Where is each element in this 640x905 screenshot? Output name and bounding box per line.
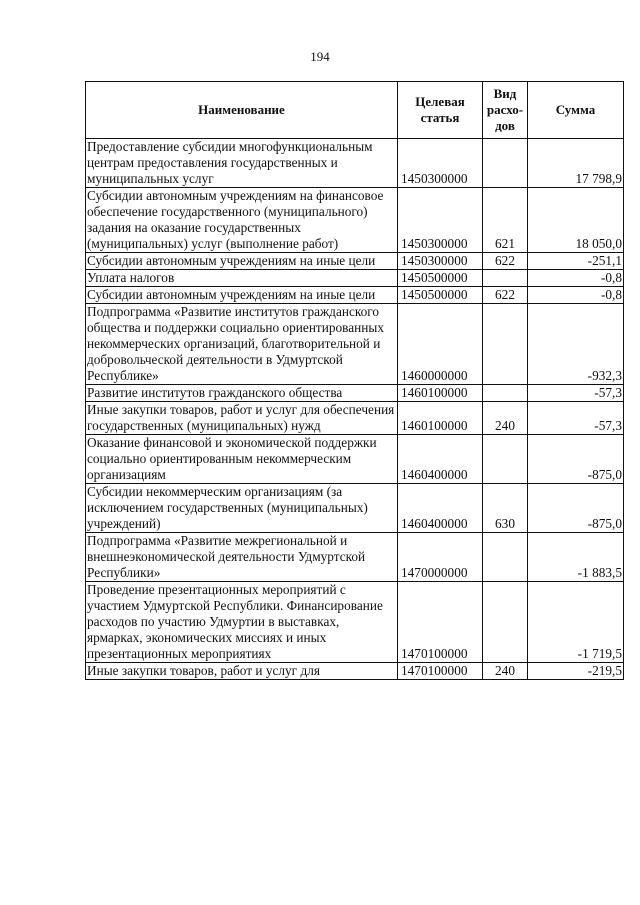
row-name-cell: Субсидии автономным учреждениям на иные цели xyxy=(86,287,398,304)
table-row xyxy=(86,253,624,270)
row-target-article-cell: 1460400000 xyxy=(398,435,483,484)
row-target-article-cell: 1460100000 xyxy=(398,385,483,402)
row-sum-cell: -219,5 xyxy=(528,663,624,680)
row-target-article-cell: 1470000000 xyxy=(398,533,483,582)
row-name-cell: Оказание финансовой и экономической поддержки социально ориентированным некоммерческим организациям xyxy=(86,435,398,484)
row-expense-type-cell xyxy=(483,582,528,663)
row-expense-type-cell xyxy=(483,139,528,188)
row-target-article-cell: 1450500000 xyxy=(398,270,483,287)
row-name-cell: Предоставление субсидии многофункциональным центрам предоставления государственных и муниципальных услуг xyxy=(86,139,398,188)
row-expense-type-cell: 621 xyxy=(483,188,528,253)
row-name-cell: Иные закупки товаров, работ и услуг для xyxy=(86,663,398,680)
row-sum-cell: 17 798,9 xyxy=(528,139,624,188)
row-name-cell: Проведение презентационных мероприятий с участием Удмуртской Республики. Финансирование расходов по участию Удмуртии в выставках, ярмарках, экономических миссиях и иных презентационных мероприятиях xyxy=(86,582,398,663)
row-sum-cell: -57,3 xyxy=(528,385,624,402)
budget-table xyxy=(85,81,624,680)
row-name-cell: Иные закупки товаров, работ и услуг для обеспечения государственных (муниципальных) нужд xyxy=(86,402,398,435)
row-expense-type-cell xyxy=(483,533,528,582)
row-sum-cell: 18 050,0 xyxy=(528,188,624,253)
row-sum-cell: -1 883,5 xyxy=(528,533,624,582)
table-row xyxy=(86,484,624,533)
row-name-cell: Субсидии автономным учреждениям на финансовое обеспечение государственного (муниципального) задания на оказание государственных (муниципальных) услуг (выполнение работ) xyxy=(86,188,398,253)
row-name-cell: Уплата налогов xyxy=(86,270,398,287)
table-row xyxy=(86,385,624,402)
table-row xyxy=(86,304,624,385)
row-name-cell: Развитие институтов гражданского общества xyxy=(86,385,398,402)
table-row xyxy=(86,270,624,287)
table-row xyxy=(86,435,624,484)
row-name-cell: Субсидии автономным учреждениям на иные цели xyxy=(86,253,398,270)
table-header-row xyxy=(86,82,624,139)
row-expense-type-cell xyxy=(483,270,528,287)
table-row xyxy=(86,287,624,304)
table-row xyxy=(86,139,624,188)
row-target-article-cell: 1450300000 xyxy=(398,188,483,253)
row-expense-type-cell: 630 xyxy=(483,484,528,533)
row-expense-type-cell xyxy=(483,304,528,385)
row-target-article-cell: 1450300000 xyxy=(398,253,483,270)
row-expense-type-cell: 240 xyxy=(483,402,528,435)
row-sum-cell: -932,3 xyxy=(528,304,624,385)
row-expense-type-cell: 622 xyxy=(483,287,528,304)
header-name: Наименование xyxy=(86,82,398,139)
row-expense-type-cell: 240 xyxy=(483,663,528,680)
row-name-cell: Подпрограмма «Развитие межрегиональной и внешнеэкономической деятельности Удмуртской Республики» xyxy=(86,533,398,582)
row-expense-type-cell xyxy=(483,435,528,484)
row-target-article-cell: 1460000000 xyxy=(398,304,483,385)
table-row xyxy=(86,188,624,253)
row-sum-cell: -251,1 xyxy=(528,253,624,270)
header-sum: Сумма xyxy=(528,82,624,139)
row-name-cell: Субсидии некоммерческим организациям (за исключением государственных (муниципальных) учреждений) xyxy=(86,484,398,533)
row-target-article-cell: 1470100000 xyxy=(398,582,483,663)
row-target-article-cell: 1470100000 xyxy=(398,663,483,680)
row-target-article-cell: 1460100000 xyxy=(398,402,483,435)
header-expense-type: Вид расхо-дов xyxy=(483,82,528,139)
row-expense-type-cell xyxy=(483,385,528,402)
row-sum-cell: -57,3 xyxy=(528,402,624,435)
table-body xyxy=(86,139,624,680)
row-target-article-cell: 1450300000 xyxy=(398,139,483,188)
table-row xyxy=(86,663,624,680)
table-row xyxy=(86,402,624,435)
table-row xyxy=(86,582,624,663)
header-target-article: Целевая статья xyxy=(398,82,483,139)
row-sum-cell: -875,0 xyxy=(528,484,624,533)
row-expense-type-cell: 622 xyxy=(483,253,528,270)
row-sum-cell: -0,8 xyxy=(528,287,624,304)
row-target-article-cell: 1460400000 xyxy=(398,484,483,533)
row-target-article-cell: 1450500000 xyxy=(398,287,483,304)
page-number: 194 xyxy=(310,49,330,64)
row-name-cell: Подпрограмма «Развитие институтов гражданского общества и поддержки социально ориентированных некоммерческих организаций, благотворительной и добровольческой деятельности в Удмуртской Республике» xyxy=(86,304,398,385)
table-row xyxy=(86,533,624,582)
row-sum-cell: -1 719,5 xyxy=(528,582,624,663)
row-sum-cell: -875,0 xyxy=(528,435,624,484)
row-sum-cell: -0,8 xyxy=(528,270,624,287)
